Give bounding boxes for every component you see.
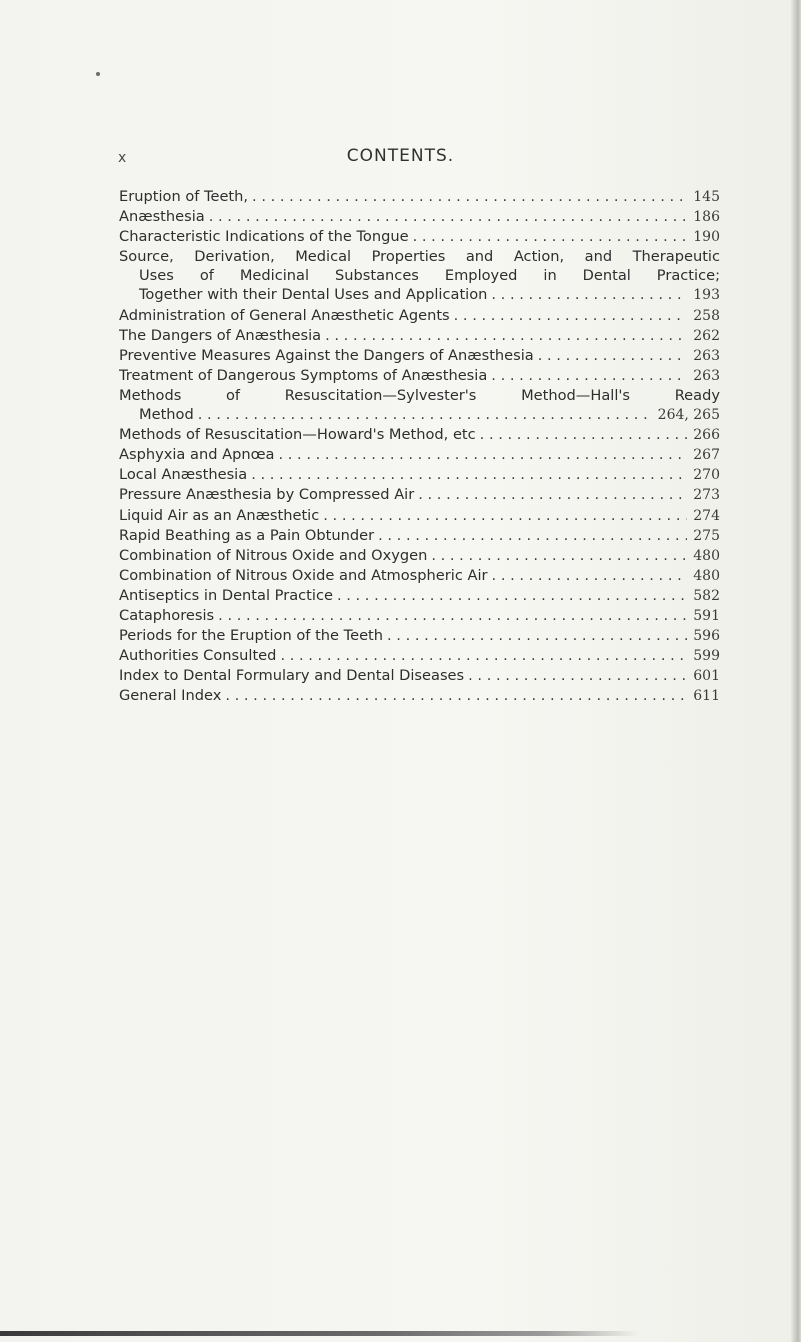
toc-entry-continuation	[119, 405, 720, 425]
dot-leader	[409, 227, 688, 246]
toc-page-number: 611	[693, 688, 720, 705]
toc-page-number: 145	[693, 189, 720, 205]
toc-entry-continuation	[119, 285, 720, 305]
toc-entry-title: The Dangers of Anæsthesia	[119, 326, 322, 344]
dot-leader	[247, 465, 687, 484]
toc-entry-title: Preventive Measures Against the Dangers of Anæsthesia	[119, 346, 534, 364]
toc-entry-line	[119, 566, 720, 586]
toc-entry-title: Together with their Dental Uses and Application	[139, 286, 488, 304]
toc-entry-title: Combination of Nitrous Oxide and Atmospheric Air	[119, 566, 488, 584]
toc-entry-line	[119, 606, 720, 626]
toc-entry	[119, 626, 720, 646]
toc-page-number: 480	[693, 567, 720, 584]
toc-entry	[119, 465, 720, 485]
toc-page-number: 601	[693, 668, 720, 685]
toc-entry-line	[119, 346, 720, 366]
toc-entry-line	[119, 506, 720, 526]
toc-page-number: 263	[693, 347, 720, 364]
toc-page-number: 275	[693, 527, 720, 544]
dot-leader	[321, 326, 687, 345]
table-of-contents	[119, 187, 720, 706]
toc-entry-line	[119, 646, 720, 666]
running-title: CONTENTS.	[346, 146, 455, 166]
toc-entry-title: Methods of Resuscitation—Howard's Method, etc	[119, 426, 476, 444]
toc-entry-title: Characteristic Indications of the Tongue	[119, 228, 409, 246]
toc-page-number: 270	[693, 467, 720, 484]
toc-entry-line	[119, 366, 720, 386]
toc-page-number: 193	[693, 287, 720, 304]
toc-entry-line	[119, 247, 720, 266]
toc-entry	[119, 326, 720, 346]
toc-entry	[119, 346, 720, 366]
toc-entry-line	[119, 445, 720, 465]
toc-entry-title: Antiseptics in Dental Practice	[119, 586, 333, 604]
toc-entry-line	[119, 326, 720, 346]
toc-entry-title: Pressure Anæsthesia by Compressed Air	[119, 486, 415, 504]
toc-page-number: 273	[693, 487, 720, 504]
toc-entry-title: Cataphoresis	[119, 606, 215, 624]
toc-entry-line	[119, 586, 720, 606]
toc-entry	[119, 646, 720, 666]
toc-page-number: 274	[693, 507, 720, 524]
toc-entry-title: Methods of Resuscitation—Sylvester's Method—Hall's Ready	[119, 386, 720, 404]
toc-entry	[119, 207, 720, 227]
toc-entry-title: Anæsthesia	[119, 208, 205, 226]
toc-entry-title: Administration of General Anæsthetic Agents	[119, 306, 450, 324]
toc-page-number: 596	[693, 628, 720, 645]
toc-page-number: 186	[693, 209, 720, 226]
toc-entry-line	[119, 425, 720, 445]
toc-entry-line	[119, 666, 720, 686]
toc-entry-title: Source, Derivation, Medical Properties and Action, and Therapeutic	[119, 248, 720, 266]
dot-leader	[487, 285, 687, 304]
dot-leader	[464, 666, 687, 685]
toc-page-number: 267	[693, 447, 720, 464]
toc-entry-line	[119, 485, 720, 505]
dot-leader	[205, 207, 688, 226]
toc-entry-title: Combination of Nitrous Oxide and Oxygen	[119, 546, 428, 564]
dot-leader	[248, 187, 687, 206]
toc-page-number: 591	[693, 607, 720, 624]
toc-entry-title: Rapid Beathing as a Pain Obtunder	[119, 526, 375, 544]
toc-entry	[119, 546, 720, 566]
toc-entry-line	[119, 546, 720, 566]
toc-entry-title: Treatment of Dangerous Symptoms of Anæsthesia	[119, 366, 488, 384]
toc-entry	[119, 247, 720, 305]
toc-entry	[119, 526, 720, 546]
toc-entry	[119, 485, 720, 505]
page-bottom-edge	[0, 1331, 640, 1336]
dot-leader	[488, 566, 688, 585]
toc-entry	[119, 566, 720, 586]
toc-entry	[119, 425, 720, 445]
toc-entry-title: General Index	[119, 687, 222, 705]
toc-entry-title: Periods for the Eruption of the Teeth	[119, 627, 384, 645]
toc-page-number: 263	[693, 367, 720, 384]
toc-page-number: 266	[693, 427, 720, 444]
toc-entry	[119, 386, 720, 425]
toc-entry	[119, 366, 720, 386]
toc-page-number: 480	[693, 547, 720, 564]
dot-leader	[274, 445, 687, 464]
toc-entry-title: Local Anæsthesia	[119, 466, 248, 484]
dot-leader	[319, 506, 687, 525]
toc-entry	[119, 606, 720, 626]
toc-entry-title: Eruption of Teeth,	[119, 188, 249, 205]
dot-leader	[414, 485, 687, 504]
toc-entry	[119, 586, 720, 606]
toc-entry-line	[119, 686, 720, 706]
toc-entry-line	[119, 526, 720, 546]
page-edge-shadow	[791, 0, 801, 1342]
toc-entry	[119, 227, 720, 247]
dot-leader	[194, 405, 652, 424]
toc-entry	[119, 306, 720, 326]
toc-page-number: 190	[693, 229, 720, 246]
toc-entry-line	[119, 386, 720, 405]
toc-page-number: 264, 265	[657, 407, 720, 424]
toc-page-number: 599	[693, 648, 720, 665]
toc-page-number: 262	[693, 327, 720, 344]
ink-speck	[96, 72, 100, 76]
toc-entry-title: Authorities Consulted	[119, 647, 277, 665]
toc-entry	[119, 445, 720, 465]
toc-entry-line	[119, 306, 720, 326]
dot-leader	[476, 425, 688, 444]
dot-leader	[427, 546, 687, 565]
toc-page-number: 258	[693, 307, 720, 324]
dot-leader	[333, 586, 687, 605]
page-folio: x	[118, 150, 127, 166]
dot-leader	[374, 526, 687, 545]
dot-leader	[276, 646, 687, 665]
toc-entry-title: Liquid Air as an Anæsthetic	[119, 506, 320, 524]
toc-entry-title: Method	[139, 406, 194, 424]
toc-entry-title: Uses of Medicinal Substances Employed in Dental Practice;	[139, 267, 720, 285]
toc-entry	[119, 187, 720, 207]
toc-entry-line	[119, 207, 720, 227]
toc-entry	[119, 666, 720, 686]
dot-leader	[450, 306, 688, 325]
dot-leader	[221, 686, 687, 705]
toc-entry-line	[119, 626, 720, 646]
toc-entry-line	[119, 465, 720, 485]
dot-leader	[534, 346, 688, 365]
dot-leader	[487, 366, 687, 385]
dot-leader	[214, 606, 687, 625]
toc-entry-line	[119, 227, 720, 247]
dot-leader	[383, 626, 687, 645]
toc-entry	[119, 506, 720, 526]
toc-entry-title: Index to Dental Formulary and Dental Diseases	[119, 667, 465, 685]
toc-entry	[119, 686, 720, 706]
toc-entry-title: Asphyxia and Apnœa	[119, 446, 275, 464]
toc-page-number: 582	[693, 587, 720, 604]
toc-entry-line	[119, 187, 720, 207]
toc-entry-continuation	[119, 266, 720, 285]
